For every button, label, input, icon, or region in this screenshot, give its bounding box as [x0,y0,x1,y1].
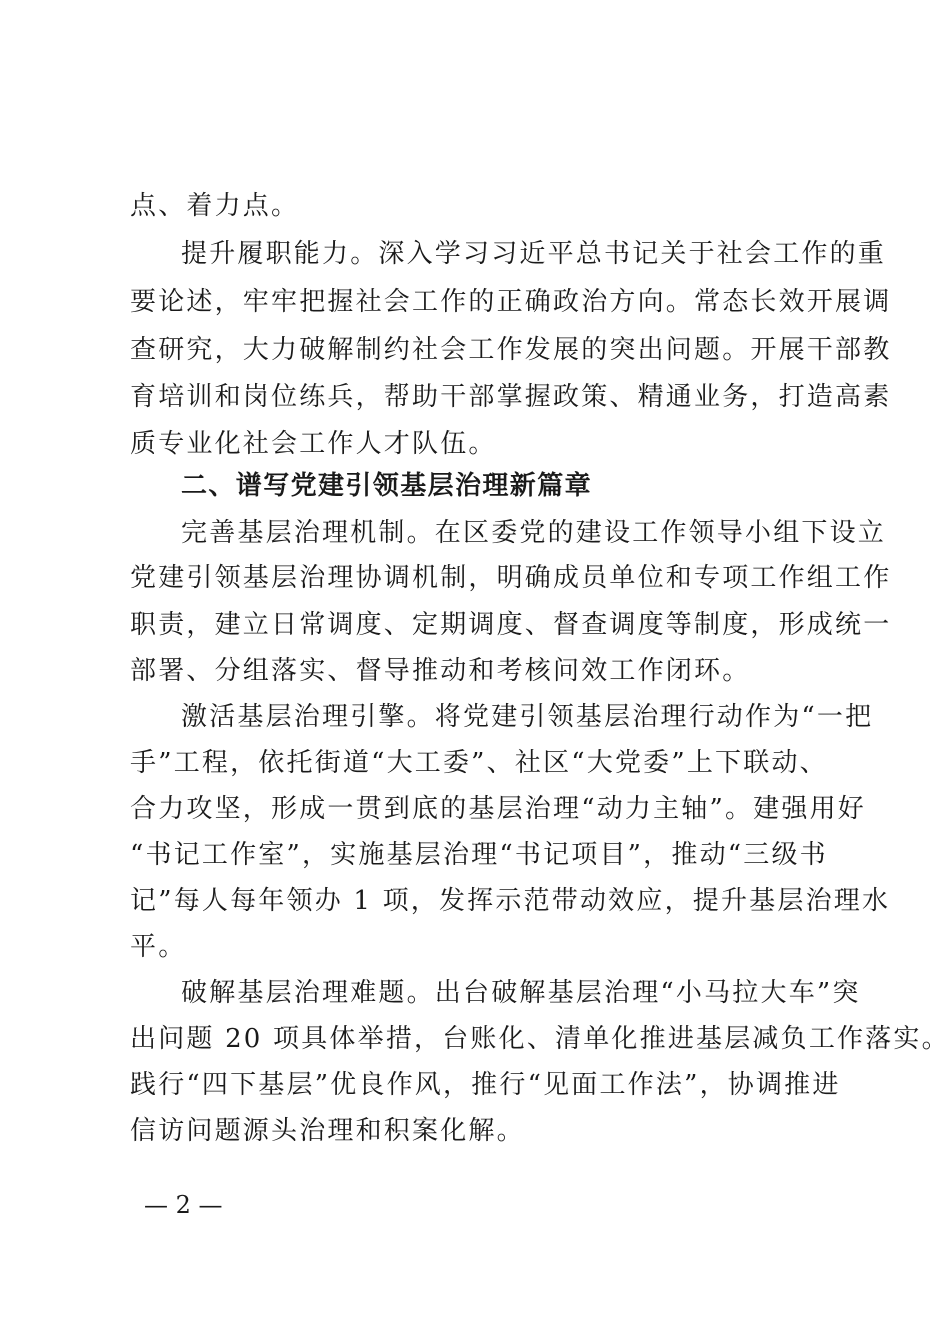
text-line: 手”工程，依托街道“大工委”、社区“大党委”上下联动、 [130,748,828,778]
text-line: 记”每人每年领办 1 项，发挥示范带动效应，提升基层治理水 [130,886,891,916]
text-line: 激活基层治理引擎。将党建引领基层治理行动作为“一把 [181,702,874,732]
text-line: 部署、分组落实、督导推动和考核问效工作闭环。 [130,656,751,686]
text-line: 践行“四下基层”优良作风，推行“见面工作法”，协调推进 [130,1070,841,1100]
text-line: 职责，建立日常调度、定期调度、督查调度等制度，形成统一 [130,610,892,640]
text-line: 信访问题源头治理和积案化解。 [130,1116,525,1146]
text-line: 点、着力点。 [130,191,300,221]
text-line: 查研究，大力破解制约社会工作发展的突出问题。开展干部教 [130,335,892,365]
text-line: 破解基层治理难题。出台破解基层治理“小马拉大车”突 [181,978,861,1008]
section-heading: 二、谱写党建引领基层治理新篇章 [181,471,593,501]
text-line: 出问题 20 项具体举措，台账化、清单化推进基层减负工作落实。 [130,1024,950,1054]
text-line: 完善基层治理机制。在区委党的建设工作领导小组下设立 [181,518,887,548]
text-line: 党建引领基层治理协调机制，明确成员单位和专项工作组工作 [130,563,892,593]
text-line: 质专业化社会工作人才队伍。 [130,429,497,459]
text-line: “书记工作室”，实施基层治理“书记项目”，推动“三级书 [130,840,828,870]
text-line: 平。 [130,932,187,962]
text-line: 要论述，牢牢把握社会工作的正确政治方向。常态长效开展调 [130,287,892,317]
text-line: 提升履职能力。深入学习习近平总书记关于社会工作的重 [181,239,887,269]
page-number: — 2 — [144,1191,223,1219]
text-line: 育培训和岗位练兵，帮助干部掌握政策、精通业务，打造高素 [130,382,892,412]
text-line: 合力攻坚，形成一贯到底的基层治理“动力主轴”。建强用好 [130,794,866,824]
